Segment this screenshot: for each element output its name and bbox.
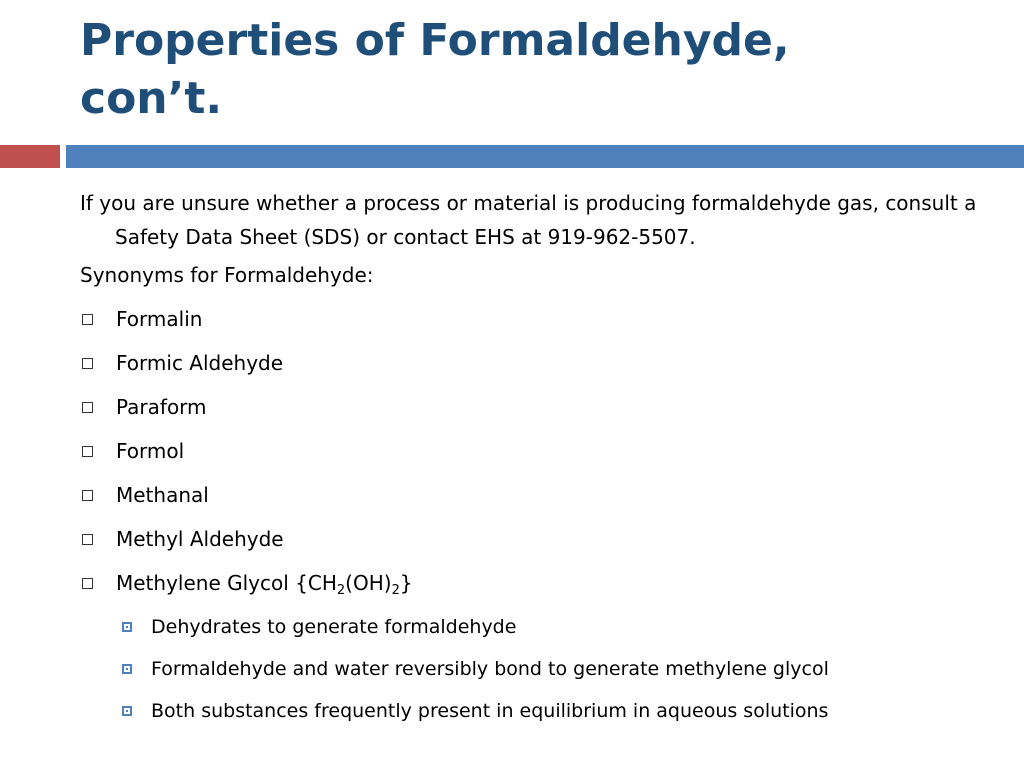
sub-list-item (80, 652, 1000, 686)
list-item (80, 390, 1000, 424)
synonym-label: Formic Aldehyde (116, 351, 284, 375)
sub-point-label: Dehydrates to generate formaldehyde (151, 616, 517, 638)
sub-point-label: Both substances frequently present in equilibrium in aqueous solutions (151, 700, 829, 722)
list-item (80, 346, 1000, 380)
synonym-label: Paraform (116, 395, 207, 419)
hollow-square-icon (82, 402, 93, 413)
title-line-2: con’t. (80, 73, 223, 124)
synonyms-heading: Synonyms for Formaldehyde: (80, 263, 374, 287)
hollow-square-icon (82, 534, 93, 545)
title-line-1: Properties of Formaldehyde, (80, 15, 790, 66)
slide-title (80, 12, 980, 128)
hollow-square-icon (82, 490, 93, 501)
synonym-label: Methanal (116, 483, 209, 507)
sub-list-item (80, 610, 1000, 644)
glycol-subscript-1: 2 (336, 583, 346, 598)
glycol-prefix: Methylene Glycol {CH (116, 571, 337, 595)
hollow-square-icon (82, 578, 93, 589)
synonym-label: Methyl Aldehyde (116, 527, 284, 551)
hollow-square-icon (82, 314, 93, 325)
synonym-label: Formol (116, 439, 185, 463)
list-item (80, 522, 1000, 556)
list-item (80, 478, 1000, 512)
list-item (80, 434, 1000, 468)
intro-paragraph: If you are unsure whether a process or material is producing formaldehyde gas, consult a Safety Data Sheet (SDS) or contact EHS at 919-962-5507. (80, 191, 977, 249)
accent-bar-red (0, 145, 60, 168)
slide-body (80, 186, 1000, 736)
synonym-label: Formalin (116, 307, 203, 331)
glycol-mid: (OH) (345, 571, 392, 595)
sub-point-label: Formaldehyde and water reversibly bond to generate methylene glycol (151, 658, 829, 680)
glycol-suffix: } (399, 571, 413, 595)
glycol-subscript-2: 2 (391, 583, 400, 598)
list-item (80, 302, 1000, 336)
sub-list-item (80, 694, 1000, 728)
hollow-square-icon (82, 446, 93, 457)
blue-square-bullet-icon (122, 706, 132, 716)
accent-bar-blue (66, 145, 1024, 168)
blue-square-bullet-icon (122, 664, 132, 674)
hollow-square-icon (82, 358, 93, 369)
list-item-methylene-glycol (80, 566, 1000, 600)
blue-square-bullet-icon (122, 622, 132, 632)
